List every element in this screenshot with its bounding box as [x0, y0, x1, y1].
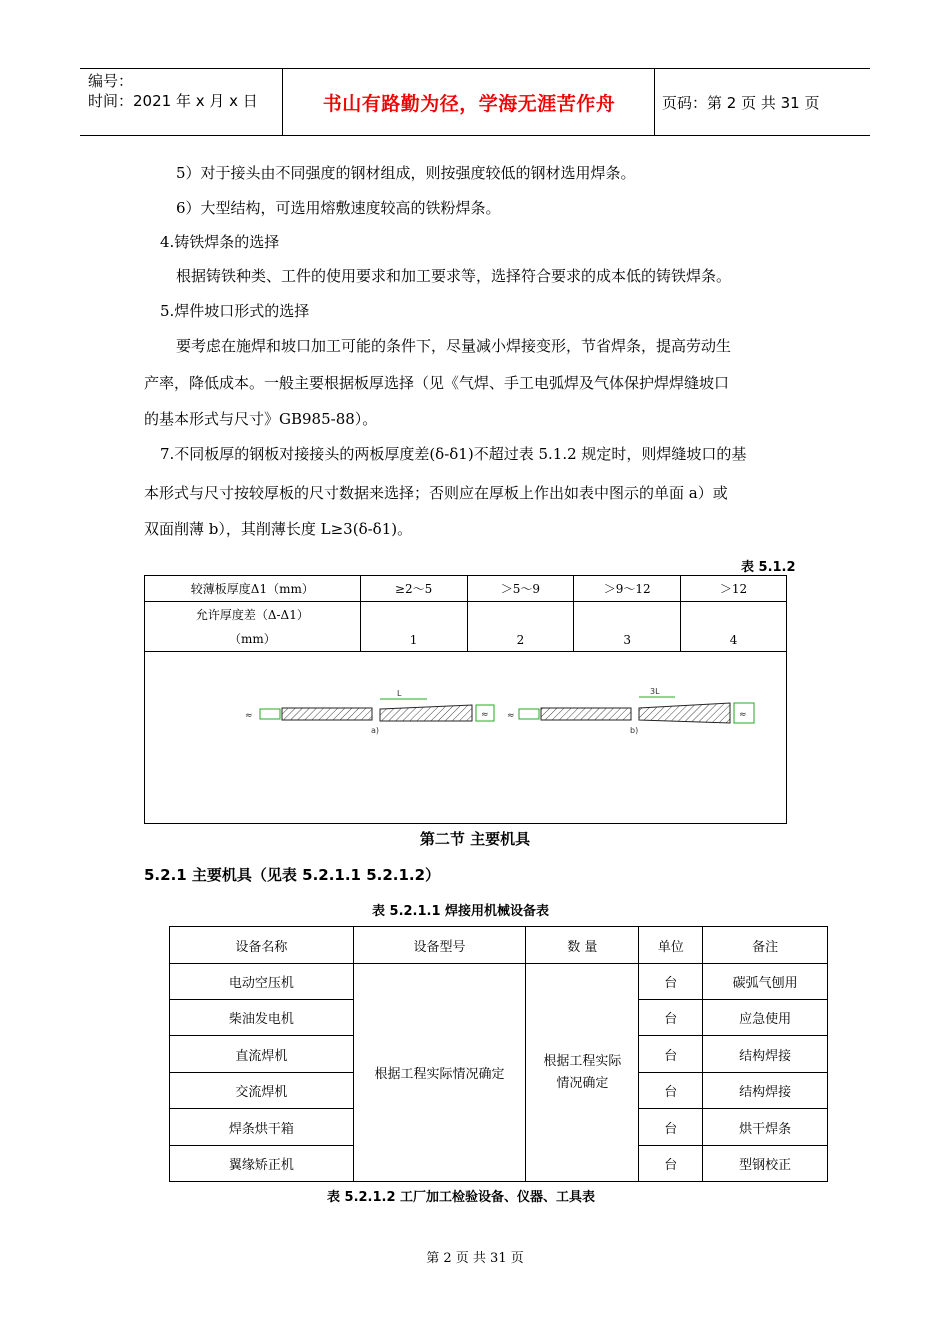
equipment-name: 电动空压机: [170, 964, 354, 1000]
table-cell: [145, 602, 361, 652]
paragraph-groove-1: 要考虑在施焊和坡口加工可能的条件下，尽量减小焊接变形，节省焊条，提高劳动生: [176, 337, 732, 355]
svg-text:≈: ≈: [245, 710, 253, 721]
paragraph-7-1: 7.不同板厚的钢板对接接头的两板厚度差(δ-δ1)不超过表 5.1.2 规定时，则焊缝坡口的基: [160, 445, 747, 463]
label-L: L: [397, 688, 402, 698]
heading-cast-iron: 4.铸铁焊条的选择: [160, 233, 280, 251]
header-page-number: 页码：第 2 页 共 31 页: [662, 94, 820, 112]
equipment-unit: 台: [639, 1073, 703, 1109]
equipment-unit: 台: [639, 1146, 703, 1182]
paragraph-cast-iron: 根据铸铁种类、工件的使用要求和加工要求等，选择符合要求的成本低的铸铁焊条。: [176, 267, 732, 285]
paragraph-5: 5）对于接头由不同强度的钢材组成，则按强度较低的钢材选用焊条。: [176, 164, 636, 182]
table-cell: 1: [360, 602, 467, 652]
equipment-note: 结构焊接: [703, 1036, 828, 1073]
paragraph-groove-3: 的基本形式与尺寸》GB985-88）。: [144, 410, 378, 428]
label-3L: 3L: [650, 686, 660, 696]
paragraph-7-2: 本形式与尺寸按较厚板的尺寸数据来选择；否则应在厚板上作出如表中图示的单面 a）或: [144, 484, 728, 502]
svg-text:≈: ≈: [481, 709, 489, 720]
header-divider-2: [654, 68, 655, 136]
label-b: b): [630, 725, 639, 735]
row-label-unit: （mm）: [228, 631, 276, 646]
column-header: 单位: [639, 927, 703, 964]
equipment-note: 碳弧气刨用: [703, 964, 828, 1000]
groove-diagram: [145, 653, 786, 823]
table-512: [144, 575, 787, 824]
quantity-line-1: 根据工程实际: [543, 1053, 622, 1069]
equipment-unit: 台: [639, 1109, 703, 1146]
svg-text:≈: ≈: [507, 710, 515, 721]
header-divider-1: [282, 68, 283, 136]
paragraph-7-3: 双面削薄 b），其削薄长度 L≥3(δ-δ1)。: [144, 520, 413, 538]
table-cell: 2: [467, 602, 574, 652]
table-cell: 4: [681, 602, 787, 652]
header-meta: [88, 71, 258, 111]
table-cell: ≥2～5: [360, 576, 467, 602]
equipment-quantity: [526, 964, 639, 1182]
column-header: 备注: [703, 927, 828, 964]
equipment-note: 烘干焊条: [703, 1109, 828, 1146]
svg-text:≈: ≈: [739, 709, 747, 720]
heading-groove: 5.焊件坡口形式的选择: [160, 302, 310, 320]
figure-b: [507, 687, 754, 735]
column-header: 设备名称: [170, 927, 354, 964]
row-label-line: 允许厚度差（Δ-Δ1）: [195, 607, 309, 622]
equipment-model: 根据工程实际情况确定: [353, 964, 526, 1182]
table-cell: ＞9～12: [574, 576, 681, 602]
column-header: 设备型号: [353, 927, 526, 964]
equipment-name: 焊条烘干箱: [170, 1109, 354, 1146]
equipment-unit: 台: [639, 1036, 703, 1073]
equipment-unit: 台: [639, 964, 703, 1000]
table-5211-caption: 表 5.2.1.1 焊接用机械设备表: [372, 904, 550, 919]
page-footer: 第 2 页 共 31 页: [426, 1251, 524, 1266]
header-motto: 书山有路勤为径，学海无涯苦作舟: [322, 92, 616, 115]
table-row: [170, 964, 828, 1000]
equipment-table: [169, 926, 828, 1182]
equipment-name: 交流焊机: [170, 1073, 354, 1109]
table-cell: ＞12: [681, 576, 787, 602]
table-cell: 较薄板厚度Δ1（mm）: [145, 576, 361, 602]
equipment-note: 型钢校正: [703, 1146, 828, 1182]
figure-a: [245, 689, 494, 735]
equipment-name: 柴油发电机: [170, 1000, 354, 1036]
equipment-name: 翼缘矫正机: [170, 1146, 354, 1182]
equipment-unit: 台: [639, 1000, 703, 1036]
equipment-note: 应急使用: [703, 1000, 828, 1036]
equipment-name: 直流焊机: [170, 1036, 354, 1073]
equipment-note: 结构焊接: [703, 1073, 828, 1109]
table-cell: 3: [574, 602, 681, 652]
quantity-line-2: 情况确定: [556, 1075, 609, 1091]
table-512-caption: 表 5.1.2: [741, 560, 796, 575]
header-date: 时间：2021 年 x 月 x 日: [88, 92, 258, 110]
paragraph-groove-2: 产率，降低成本。一般主要根据板厚选择（见《气焊、手工电弧焊及气体保护焊焊缝坡口: [144, 374, 730, 392]
column-header: 数 量: [526, 927, 639, 964]
table-cell: ＞5～9: [467, 576, 574, 602]
table-5212-caption: 表 5.2.1.2 工厂加工检验设备、仪器、工具表: [327, 1190, 596, 1205]
paragraph-6: 6）大型结构，可选用熔敷速度较高的铁粉焊条。: [176, 199, 501, 217]
section-subtitle: 5.2.1 主要机具（见表 5.2.1.1 5.2.1.2）: [144, 866, 441, 884]
header-number: 编号：: [88, 72, 134, 90]
figure-cell: [145, 652, 787, 824]
section-title: 第二节 主要机具: [419, 830, 531, 848]
label-a: a): [371, 725, 380, 735]
